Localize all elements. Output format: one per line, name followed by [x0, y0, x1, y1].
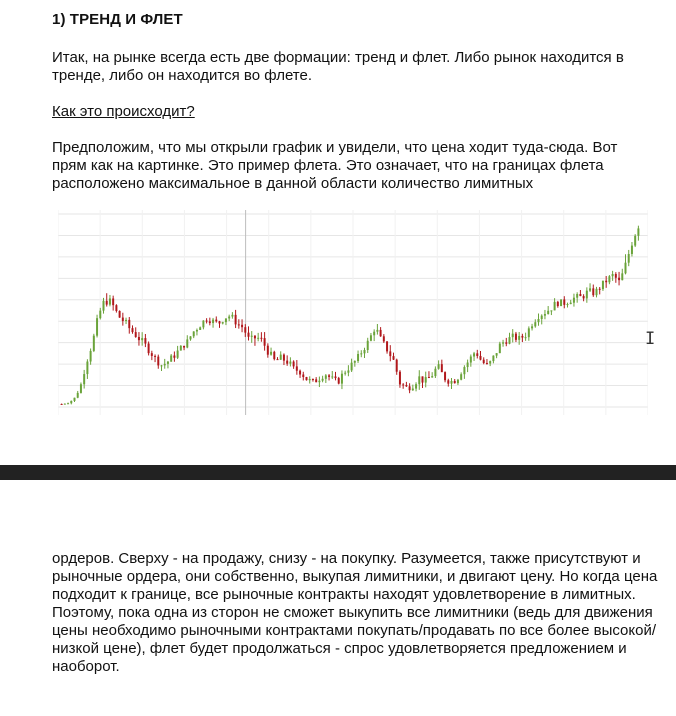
candle-body — [525, 337, 527, 338]
candle-body — [473, 353, 475, 356]
candle-body — [219, 321, 221, 323]
candle-body — [386, 341, 388, 351]
candle-body — [402, 384, 404, 385]
candle-body — [212, 320, 214, 323]
candle-body — [422, 376, 424, 382]
candle-body — [583, 296, 585, 298]
candle-body — [202, 321, 204, 328]
candle-body — [373, 332, 375, 336]
candle-body — [451, 381, 453, 384]
candle-body — [341, 374, 343, 384]
candle-body — [486, 363, 488, 364]
candle-body — [315, 379, 317, 382]
candle-body — [86, 362, 88, 375]
candle-body — [550, 310, 552, 311]
candle-body — [415, 384, 417, 388]
candle-body — [309, 379, 311, 380]
candle-body — [257, 338, 259, 339]
candle-body — [335, 376, 337, 378]
candle-body — [177, 351, 179, 358]
candle-body — [70, 401, 72, 403]
candle-body — [547, 311, 549, 314]
candle-body — [115, 305, 117, 311]
subheading-how-it-happens: Как это происходит? — [52, 103, 195, 120]
candle-body — [502, 342, 504, 343]
candle-body — [409, 386, 411, 390]
candle-body — [612, 274, 614, 276]
candle-body — [199, 327, 201, 330]
candle-body — [586, 291, 588, 299]
candle-body — [186, 339, 188, 347]
candle-body — [244, 327, 246, 332]
candle-body — [418, 376, 420, 384]
candle-body — [106, 301, 108, 305]
candle-body — [222, 322, 224, 323]
continuation-paragraph: ордеров. Сверху - на продажу, снизу - на покупку. Разумеется, также присутствуют и рыночные ордера, они собственно, выкупая лимитники, и двигают цену. Но когда цена подходит к границе, все рыночные контракты находят удовлетворение в лимитных. Поэтому, пока одна из сторон не сможет выкупить все лимитники (ведь для движения цены необходимо рыночными контрактами покупать/продавать по все более высокой/низкой цене), флет будет продолжаться - спрос удовлетворяется предложением и наоборот. — [52, 550, 658, 675]
candle-body — [634, 236, 636, 246]
candle-body — [454, 381, 456, 383]
candle-body — [77, 393, 79, 398]
candle-body — [560, 299, 562, 306]
candle-body — [457, 380, 459, 383]
candle-body — [364, 350, 366, 353]
candle-body — [296, 366, 298, 370]
candle-body — [99, 311, 101, 319]
candle-body — [412, 389, 414, 391]
candle-body — [621, 273, 623, 280]
candle-body — [563, 299, 565, 304]
candle-body — [354, 361, 356, 363]
candle-body — [119, 311, 121, 318]
candle-body — [618, 278, 620, 280]
candle-body — [515, 334, 517, 340]
candle-body — [357, 354, 359, 361]
candle-body — [399, 372, 401, 385]
candle-body — [67, 403, 69, 404]
candle-body — [180, 346, 182, 351]
candle-body — [190, 336, 192, 339]
candle-body — [592, 288, 594, 295]
candle-body — [589, 288, 591, 290]
candle-body — [573, 298, 575, 303]
candle-body — [512, 334, 514, 338]
intro-paragraph: Итак, на рынке всегда есть две формации: тренд и флет. Либо рынок находится в тренде, либо он находится во флете. — [52, 49, 624, 84]
candle-body — [505, 342, 507, 343]
candle-body — [425, 377, 427, 383]
candle-body — [531, 326, 533, 328]
candle-body — [299, 371, 301, 375]
candle-body — [132, 328, 134, 332]
candle-body — [396, 360, 398, 372]
candle-body — [521, 336, 523, 338]
candle-body — [476, 353, 478, 356]
page-divider — [0, 465, 676, 480]
candle-body — [518, 336, 520, 340]
candle-body — [254, 336, 256, 339]
candle-body — [144, 338, 146, 343]
candle-body — [347, 370, 349, 372]
candle-body — [241, 325, 243, 327]
candle-body — [557, 302, 559, 306]
candle-body — [370, 335, 372, 340]
candle-body — [360, 353, 362, 354]
candlestick-chart — [58, 210, 648, 415]
candle-body — [499, 344, 501, 353]
candle-body — [128, 320, 130, 328]
candle-body — [438, 364, 440, 369]
candle-body — [631, 246, 633, 254]
candle-body — [306, 377, 308, 380]
candle-body — [344, 373, 346, 374]
candle-body — [605, 281, 607, 283]
candle-body — [470, 357, 472, 363]
candle-body — [225, 318, 227, 322]
candle-body — [434, 369, 436, 376]
candle-body — [273, 352, 275, 359]
candle-body — [376, 330, 378, 332]
candle-body — [103, 301, 105, 311]
candle-body — [637, 228, 639, 235]
candle-body — [135, 332, 137, 337]
candle-body — [380, 330, 382, 336]
candle-body — [599, 289, 601, 290]
candle-body — [312, 379, 314, 380]
candle-body — [554, 302, 556, 311]
candle-body — [544, 314, 546, 316]
candle-body — [83, 374, 85, 384]
candle-body — [206, 321, 208, 322]
candle-body — [173, 355, 175, 357]
candle-body — [579, 294, 581, 296]
candle-body — [209, 321, 211, 323]
candle-body — [492, 356, 494, 361]
candle-body — [596, 289, 598, 295]
candle-body — [489, 361, 491, 363]
candle-body — [405, 385, 407, 386]
candle-body — [367, 341, 369, 350]
candle-body — [496, 353, 498, 356]
section-heading: 1) ТРЕНД И ФЛЕТ — [52, 11, 183, 28]
candle-body — [615, 274, 617, 278]
candle-body — [625, 263, 627, 274]
candle-body — [248, 333, 250, 337]
candle-body — [109, 298, 111, 304]
candle-body — [167, 362, 169, 364]
candle-body — [383, 336, 385, 341]
candle-body — [463, 367, 465, 374]
candle-body — [393, 356, 395, 360]
candle-body — [170, 355, 172, 361]
candle-body — [570, 303, 572, 304]
candle-body — [576, 294, 578, 298]
candle-body — [125, 320, 127, 321]
candle-body — [293, 362, 295, 367]
candle-body — [431, 376, 433, 377]
candle-body — [277, 359, 279, 360]
candle-body — [251, 336, 253, 337]
candle-body — [148, 344, 150, 354]
candle-body — [80, 384, 82, 393]
candle-body — [122, 318, 124, 321]
candle-body — [93, 336, 95, 351]
candle-body — [151, 353, 153, 356]
candle-body — [183, 346, 185, 348]
candle-body — [96, 318, 98, 335]
candle-body — [238, 324, 240, 325]
candle-body — [444, 372, 446, 380]
candle-body — [196, 330, 198, 331]
candle-body — [447, 380, 449, 383]
candle-body — [90, 351, 92, 362]
candle-body — [264, 338, 266, 346]
candle-body — [267, 346, 269, 355]
candle-body — [112, 298, 114, 305]
candle-body — [157, 357, 159, 366]
candle-body — [260, 338, 262, 339]
candle-body — [483, 360, 485, 363]
candle-body — [61, 404, 63, 405]
candle-body — [389, 351, 391, 356]
candle-body — [164, 364, 166, 366]
candle-body — [215, 320, 217, 322]
candle-body — [534, 322, 536, 326]
candle-body — [441, 364, 443, 372]
candle-body — [322, 379, 324, 381]
candle-body — [509, 337, 511, 344]
candle-body — [161, 365, 163, 366]
candle-body — [338, 378, 340, 384]
explanation-paragraph: Предположим, что мы открыли график и увидели, что цена ходит туда-сюда. Вот прям как на картинке. Это пример флета. Это означает, что на границах флета расположено максимальное в данной области количество лимитных — [52, 139, 618, 192]
candle-body — [602, 281, 604, 289]
candle-body — [608, 276, 610, 282]
candle-body — [302, 374, 304, 377]
candle-body — [280, 355, 282, 360]
candle-body — [528, 328, 530, 337]
candle-body — [193, 331, 195, 336]
candle-body — [428, 377, 430, 378]
candle-body — [235, 315, 237, 325]
candle-body — [328, 375, 330, 377]
candle-body — [628, 254, 630, 263]
candle-body — [331, 376, 333, 377]
candle-body — [283, 355, 285, 361]
candle-body — [351, 363, 353, 371]
candle-body — [538, 319, 540, 322]
candle-body — [270, 352, 272, 355]
candle-body — [154, 356, 156, 357]
candle-body — [286, 361, 288, 364]
text-cursor-icon: I — [645, 329, 656, 349]
candle-body — [231, 315, 233, 317]
candle-body — [138, 337, 140, 340]
candle-body — [325, 375, 327, 378]
candle-body — [318, 381, 320, 383]
candle-body — [64, 404, 66, 405]
candle-body — [289, 362, 291, 364]
candle-body — [460, 374, 462, 380]
candle-body — [480, 356, 482, 360]
candle-body — [141, 338, 143, 340]
price-chart — [58, 210, 648, 415]
candle-body — [567, 304, 569, 305]
candle-body — [74, 398, 76, 401]
candle-body — [541, 316, 543, 319]
candle-body — [467, 363, 469, 368]
candle-body — [228, 317, 230, 319]
